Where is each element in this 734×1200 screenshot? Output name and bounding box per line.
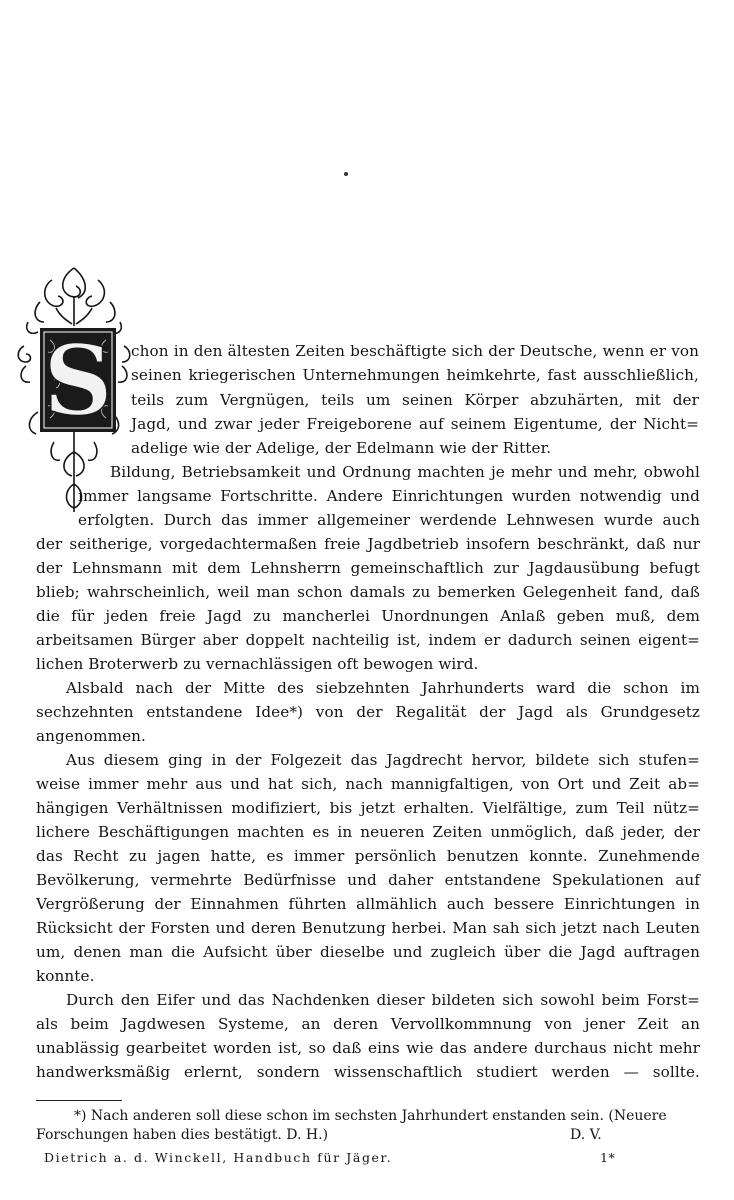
text-line: Aus diesem ging in der Folgezeit das Jagdrecht hervor, bildete sich stufen=	[66, 751, 700, 769]
text-line: konnte.	[36, 967, 95, 985]
text-line: Alsbald nach der Mitte des siebzehnten Jahrhunderts ward die schon im	[66, 679, 700, 697]
text-line: seinen kriegerischen Unternehmungen heimkehrte, fast ausschließlich,	[131, 366, 699, 384]
initial-letter: S	[43, 324, 113, 437]
text-line: adelige wie der Adelige, der Edelmann wie der Ritter.	[131, 439, 552, 457]
text-line: sechzehnten entstandene Idee*) von der Regalität der Jagd als Grundgesetz	[36, 703, 700, 721]
text-line: Bildung, Betriebsamkeit und Ordnung machten je mehr und mehr, obwohl	[110, 463, 700, 481]
text-line: weise immer mehr aus und hat sich, nach mannigfaltigen, von Ort und Zeit ab=	[36, 775, 700, 793]
text-line: der Lehnsmann mit dem Lehnsherrn gemeinschaftlich zur Jagdausübung befugt	[36, 559, 700, 577]
text-line: unablässig gearbeitet worden ist, so daß eins wie das andere durchaus nicht mehr	[36, 1039, 700, 1057]
text-line: das Recht zu jagen hatte, es immer persönlich benutzen konnte. Zunehmende	[36, 847, 700, 865]
text-line: blieb; wahrscheinlich, weil man schon damals zu bemerken Gelegenheit fand, daß	[36, 583, 700, 601]
text-line: lichere Beschäftigungen machten es in neueren Zeiten unmöglich, daß jeder, der	[36, 823, 700, 841]
text-line: erfolgten. Durch das immer allgemeiner werdende Lehnwesen wurde auch	[78, 511, 700, 529]
text-line: Vergrößerung der Einnahmen führten allmählich auch bessere Einrichtungen in	[36, 895, 700, 913]
signature-mark: 1*	[600, 1150, 616, 1165]
footnote-line: *) Nach anderen soll diese schon im sechsten Jahrhundert enstanden sein. (Neuere	[74, 1108, 667, 1124]
text-line: Bevölkerung, vermehrte Bedürfnisse und daher entstandene Spekulationen auf	[36, 871, 700, 889]
text-line: chon in den ältesten Zeiten beschäftigte sich der Deutsche, wenn er von	[131, 342, 699, 360]
footnote-rule	[36, 1100, 122, 1101]
text-line: immer langsame Fortschritte. Andere Einrichtungen wurden notwendig und	[78, 487, 700, 505]
stray-dot	[344, 172, 348, 176]
text-line: teils zum Vergnügen, teils um seinen Körper abzuhärten, mit der	[131, 391, 699, 409]
text-line: arbeitsamen Bürger aber doppelt nachteilig ist, indem er dadurch seinen eigent=	[36, 631, 700, 649]
text-line: die für jeden freie Jagd zu mancherlei Unordnungen Anlaß geben muß, dem	[36, 607, 700, 625]
text-line: als beim Jagdwesen Systeme, an deren Vervollkommnung von jener Zeit an	[36, 1015, 700, 1033]
text-line: angenommen.	[36, 727, 146, 745]
footnote-line: Forschungen haben dies bestätigt. D. H.)	[36, 1127, 329, 1143]
text-line: der seitherige, vorgedachtermaßen freie Jagdbetrieb insofern beschränkt, daß nur	[36, 535, 700, 553]
text-line: hängigen Verhältnissen modifiziert, bis jetzt erhalten. Vielfältige, zum Teil nütz=	[36, 799, 700, 817]
text-line: Durch den Eifer und das Nachdenken dieser bildeten sich sowohl beim Forst=	[66, 991, 700, 1009]
text-line: Jagd, und zwar jeder Freigeborene auf seinem Eigentume, der Nicht=	[131, 415, 699, 433]
text-line: handwerksmäßig erlernt, sondern wissenschaftlich studiert werden — sollte.	[36, 1063, 700, 1081]
text-line: Rücksicht der Forsten und deren Benutzung herbei. Man sah sich jetzt nach Leuten	[36, 919, 700, 937]
ornamental-initial	[14, 262, 134, 522]
running-footer-title: Dietrich a. d. Winckell, Handbuch für Jäger.	[44, 1150, 393, 1165]
footnote-signature: D. V.	[570, 1127, 602, 1143]
text-line: um, denen man die Aufsicht über dieselbe und zugleich über die Jagd auftragen	[36, 943, 700, 961]
text-line: lichen Broterwerb zu vernachlässigen oft bewogen wird.	[36, 655, 479, 673]
